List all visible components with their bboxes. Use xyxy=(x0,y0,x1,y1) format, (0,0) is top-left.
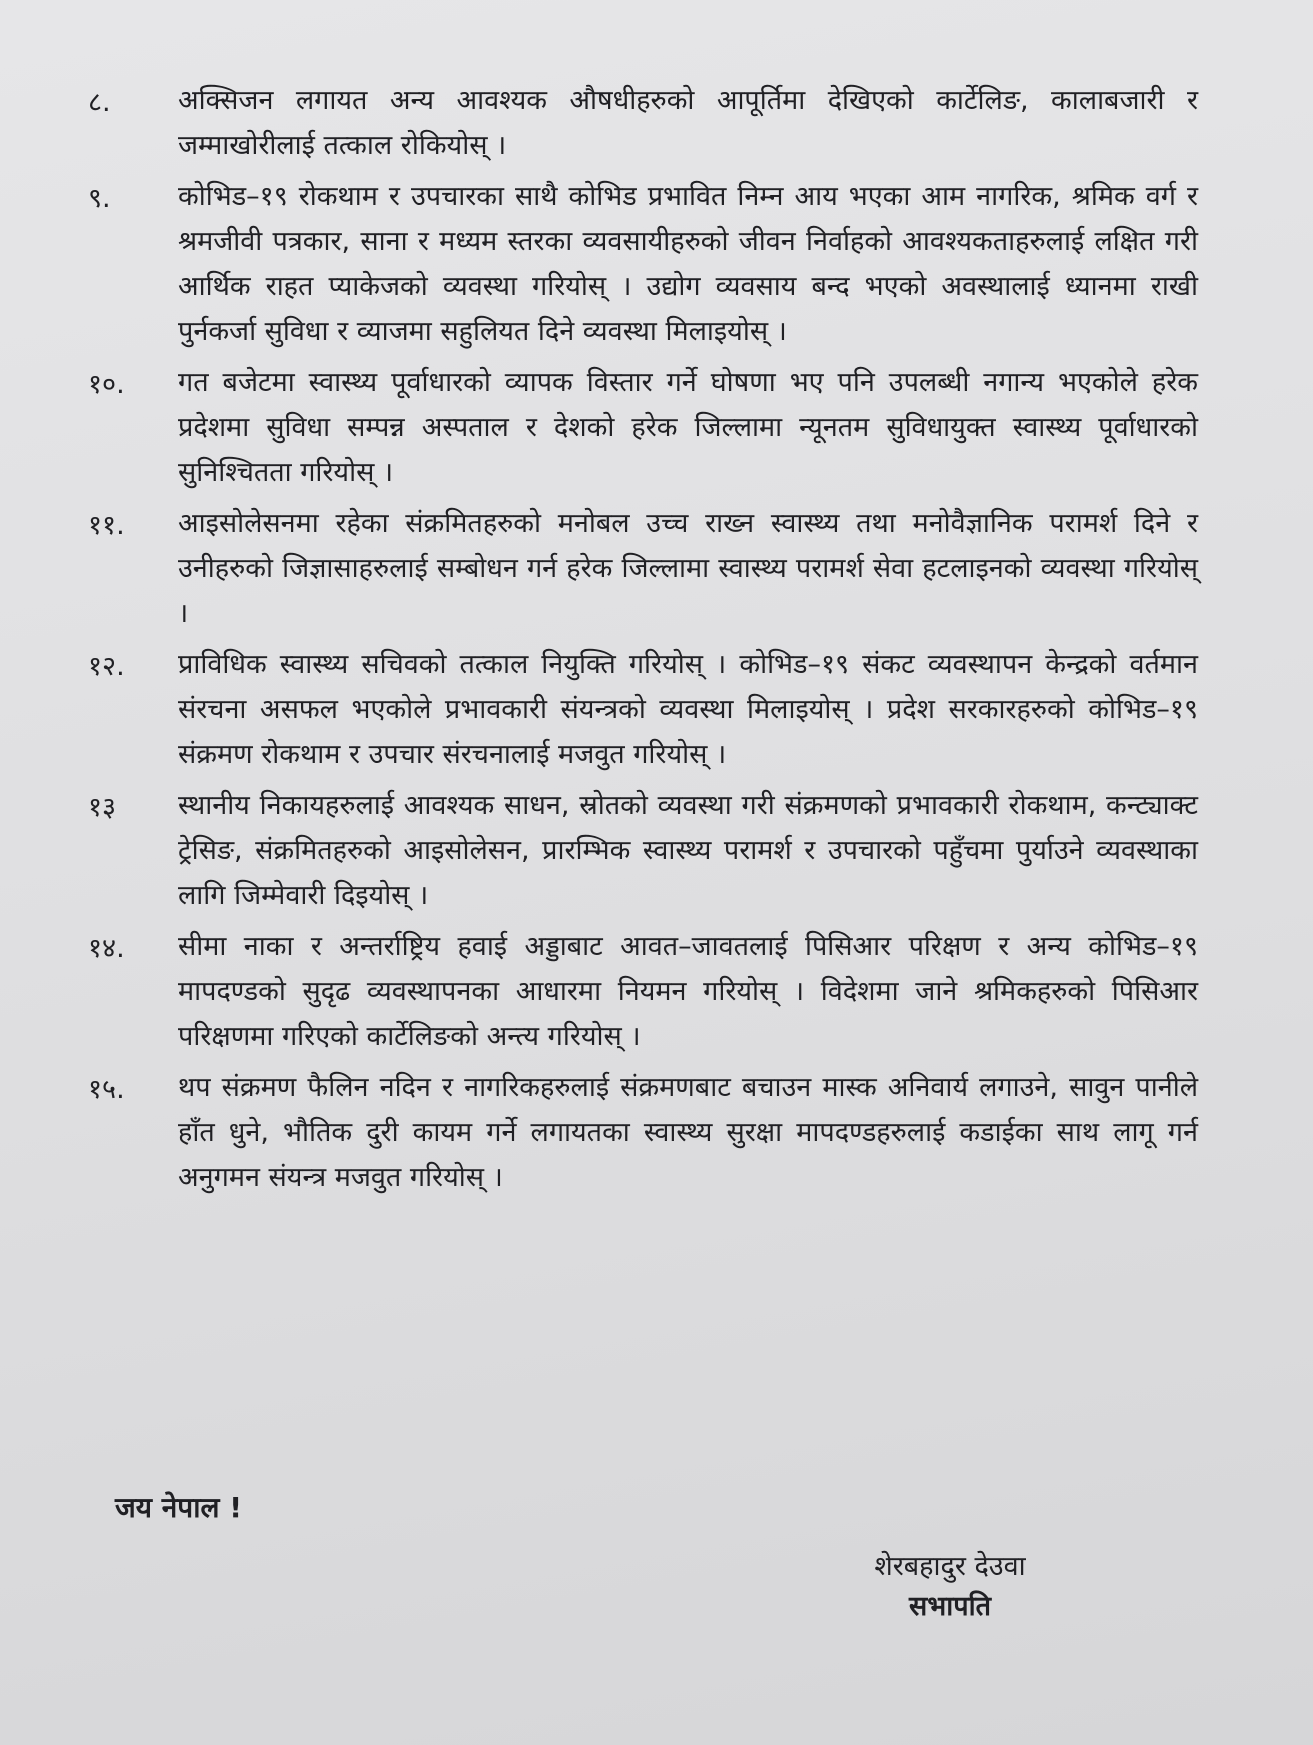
item-text: गत बजेटमा स्वास्थ्य पूर्वाधारको व्यापक विस्तार गर्ने घोषणा भए पनि उपलब्धी नगान्य भएकोले हरेक प्रदेशमा सुविधा सम्पन्न अस्पताल र देशको हरेक जिल्लामा न्यूनतम सुविधायुक्त स्वास्थ्य पूर्वाधारको सुनिश्चितता गरियोस् । xyxy=(178,367,1198,488)
item-number: १३ xyxy=(88,792,117,823)
list-item xyxy=(88,924,1198,1059)
item-text: प्राविधिक स्वास्थ्य सचिवको तत्काल नियुक्ति गरियोस् । कोभिड–१९ संकट व्यवस्थापन केन्द्रको वर्तमान संरचना असफल भएकोले प्रभावकारी संयन्त्रको व्यवस्था मिलाइयोस् । प्रदेश सरकारहरुको कोभिड–१९ संक्रमण रोकथाम र उपचार संरचनालाई मजवुत गरियोस् । xyxy=(178,649,1198,770)
closing-slogan: जय नेपाल ! xyxy=(115,1491,242,1524)
item-text: कोभिड–१९ रोकथाम र उपचारका साथै कोभिड प्रभावित निम्न आय भएका आम नागरिक, श्रमिक वर्ग र श्रमजीवी पत्रकार, साना र मध्यम स्तरका व्यवसायीहरुको जीवन निर्वाहको आवश्यकताहरुलाई लक्षित गरी आर्थिक राहत प्याकेजको व्यवस्था गरियोस् । उद्योग व्यवसाय बन्द भएको अवस्थालाई ध्यानमा राखी पुर्नकर्जा सुविधा र व्याजमा सहुलियत दिने व्यवस्था मिलाइयोस् । xyxy=(178,181,1198,347)
item-number: १४. xyxy=(88,933,125,964)
item-text: अक्सिजन लगायत अन्य आवश्यक औषधीहरुको आपूर्तिमा देखिएको कार्टेलिङ, कालाबजारी र जम्माखोरीलाई तत्काल रोकियोस् । xyxy=(178,85,1198,161)
item-number: ११. xyxy=(88,510,125,541)
item-number: ९. xyxy=(88,183,111,214)
list-item xyxy=(88,360,1198,495)
signer-name: शेरबहादुर देउवा xyxy=(874,1551,1026,1582)
item-number: १२. xyxy=(88,651,125,682)
list-item xyxy=(88,642,1198,777)
demands-list xyxy=(88,78,1198,1200)
list-item xyxy=(88,1065,1198,1200)
item-text: स्थानीय निकायहरुलाई आवश्यक साधन, स्रोतको व्यवस्था गरी संक्रमणको प्रभावकारी रोकथाम, कन्ट्याक्ट ट्रेसिङ, संक्रमितहरुको आइसोलेसन, प्रारम्भिक स्वास्थ्य परामर्श र उपचारको पहुँचमा पुर्याउने व्यवस्थाका लागि जिम्मेवारी दिइयोस् । xyxy=(178,790,1198,911)
item-text: सीमा नाका र अन्तर्राष्ट्रिय हवाई अड्डाबाट आवत–जावतलाई पिसिआर परिक्षण र अन्य कोभिड–१९ मापदण्डको सुदृढ व्यवस्थापनका आधारमा नियमन गरियोस् । विदेशमा जाने श्रमिकहरुको पिसिआर परिक्षणमा गरिएको कार्टेलिङको अन्त्य गरियोस् । xyxy=(178,931,1198,1052)
signature-block xyxy=(830,1547,1070,1627)
item-text: थप संक्रमण फैलिन नदिन र नागरिकहरुलाई संक्रमणबाट बचाउन मास्क अनिवार्य लगाउने, सावुन पानीले हाँत धुने, भौतिक दुरी कायम गर्ने लगायतका स्वास्थ्य सुरक्षा मापदण्डहरुलाई कडाईका साथ लागू गर्न अनुगमन संयन्त्र मजवुत गरियोस् । xyxy=(178,1072,1198,1193)
list-item xyxy=(88,174,1198,354)
list-item xyxy=(88,501,1198,636)
item-number: ८. xyxy=(88,87,111,118)
item-number: १५. xyxy=(88,1074,125,1105)
item-text: आइसोलेसनमा रहेका संक्रमितहरुको मनोबल उच्च राख्न स्वास्थ्य तथा मनोवैज्ञानिक परामर्श दिने र उनीहरुको जिज्ञासाहरुलाई सम्बोधन गर्न हरेक जिल्लामा स्वास्थ्य परामर्श सेवा हटलाइनको व्यवस्था गरियोस् । xyxy=(178,508,1198,629)
item-number: १०. xyxy=(88,369,125,400)
list-item xyxy=(88,783,1198,918)
list-item xyxy=(88,78,1198,168)
signer-title: सभापति xyxy=(909,1591,991,1622)
